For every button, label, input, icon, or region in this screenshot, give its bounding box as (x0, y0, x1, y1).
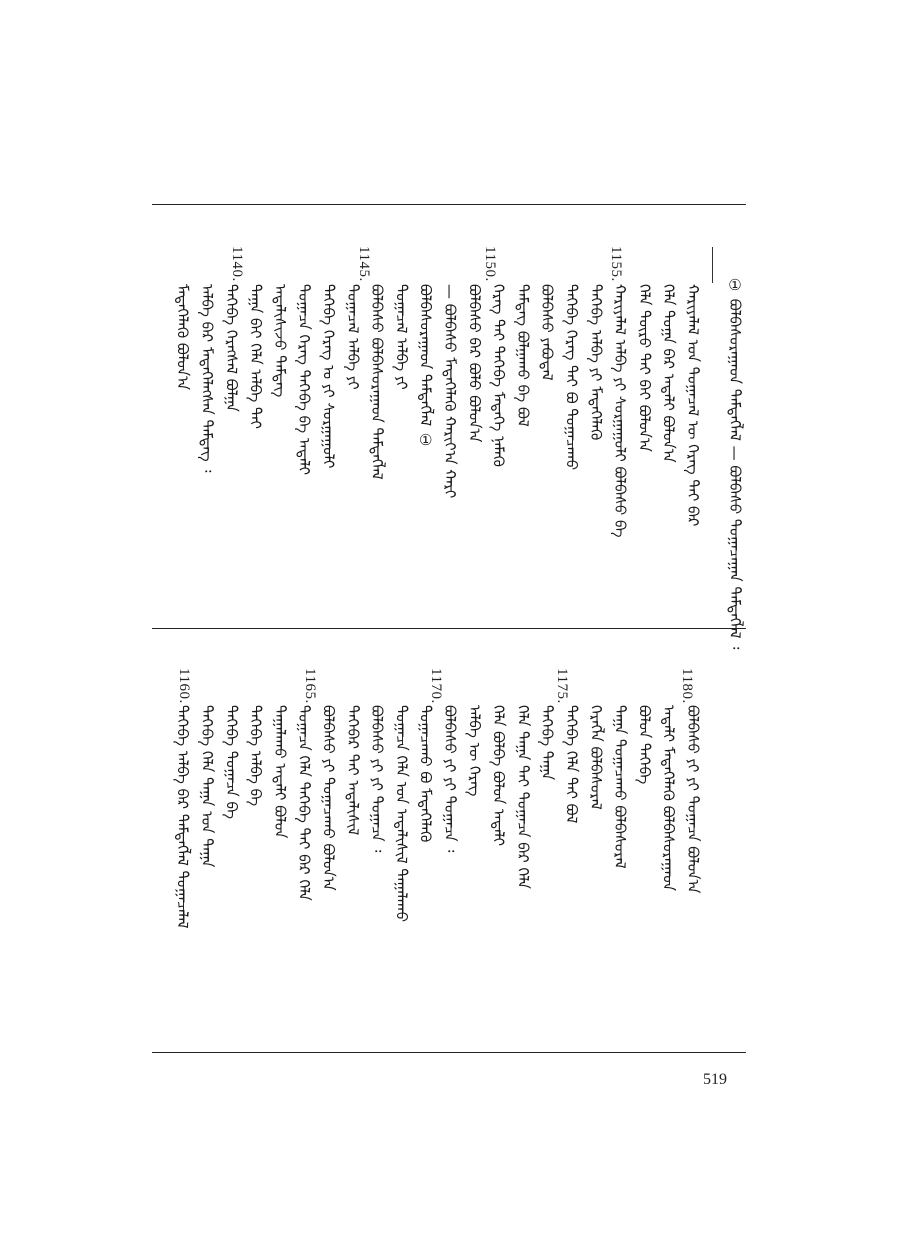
footnote-marker: ① (726, 276, 744, 294)
text-column: ᠲᠡᠭᠡᠪᠡ ᠠᠯᠪᠠ ᠶᠢ ᠮᠡᠳᠡᠭᠡᠯᠡᠬᠦ (586, 284, 605, 441)
line-number: 1170. (428, 668, 444, 704)
text-column: ᠬᠡᠷᠡᠭ ᠲᠠᠢ ᠲᠡᠭᠡᠪᠡ ᠮᠡᠳᠡᠭᠡ ᠨᠡᠮᠡᠬᠦ (489, 284, 508, 467)
text-column: ᠠᠳᠠᠯᠢᠰᠢᠵᠤ ᠲᠡᠮᠳᠡᠭ (270, 284, 289, 398)
text-column: ᠲᠣᠭᠠᠴᠠᠯ ᠠᠯᠪᠠ ᠶᠢ (343, 284, 362, 390)
text-column: ᠬᠡᠯᠡ ᠪᠣᠯᠪᠠ ᠪᠣᠯᠤᠨ ᠠᠳᠠᠯᠢ (489, 705, 508, 847)
footnote (726, 276, 744, 650)
text-column: ᠲᠣᠭᠠᠴᠠᠯ ᠠᠯᠪᠠ ᠶᠢ (392, 284, 411, 390)
text-column: ᠲᠡᠭᠡᠪᠡᠷ ᠲᠠᠢ ᠠᠳᠠᠯᠢᠰᠢᠯ (343, 705, 362, 836)
text-column: ᠲᠡᠭᠡᠪᠡ ᠠᠯᠪᠠ ᠪᠠᠷ ᠲᠡᠮᠳᠡᠭᠯᠡᠯ ᠲᠣᠭᠠᠴᠠᠯᠠᠯ (173, 705, 192, 929)
text-column: ᠲᠡᠭᠡᠪᠡ ᠲᠠᠭᠠ (538, 705, 557, 781)
text-column: ᠪᠣᠯᠪᠠᠰᠤ ᠶᠢ ᠶᠢ ᠲᠣᠭᠠᠴᠠ ᠄ (441, 705, 459, 853)
text-column: ᠠᠯᠪᠠ ᠪᠠᠷ ᠮᠡᠳᠡᠭᠡᠯᠡᠭᠰᠡᠨ ᠲᠡᠮᠳᠡᠭ ᠄ (198, 284, 216, 473)
text-column: ᠪᠣᠯᠪᠠᠰᠤ ᠪᠠᠷ ᠪᠣᠯᠤ ᠪᠣᠯᠤᠨ᠎ᠠ (465, 284, 484, 443)
text-column: ᠬᠠᠷᠢᠶᠠᠯᠠᠯ ᠠᠯᠪᠠ ᠶᠢ ᠰᠤᠷᠭᠠᠭᠤᠯᠢ ᠪᠣᠯᠪᠠᠰᠤ ᠪᠠ (611, 284, 630, 538)
text-column: ᠪᠣᠯᠪᠠᠰᠤ ᠶᠠᠪᠤᠳᠠᠯ (538, 284, 557, 381)
text-column: ᠮᠡᠳᠡᠭᠡᠯᠡᠬᠦ ᠪᠣᠯᠤᠨ᠎ᠠ (173, 284, 192, 391)
text-column: ᠲᠡᠭᠡᠪᠡ ᠬᠡᠯᠡ ᠲᠠᠭᠠ ᠤᠨ ᠲᠠᠭᠠ (198, 705, 216, 868)
text-column: ᠲᠡᠮᠳᠡᠭ ᠪᠣᠯᠭᠠᠬᠤ ᠪᠠ ᠪᠣᠯ (513, 284, 532, 427)
line-number: 1150. (482, 246, 498, 282)
text-column: ᠲᠠᠭᠠᠯᠠᠬᠤ ᠠᠳᠠᠯᠢ ᠪᠣᠯᠤᠨ (270, 705, 289, 839)
text-column: — ᠪᠣᠯᠪᠠᠰᠤ ᠮᠡᠳᠡᠭᠡᠯᠡᠬᠦ ᠬᠠᠷᠢᠶ᠎ᠠ ᠬᠠᠷᠢ (441, 284, 459, 499)
text-column: ᠲᠠᠭᠠ ᠪᠠᠢ ᠬᠡᠯᠡ ᠠᠯᠪᠠ ᠲᠠᠢ (246, 284, 265, 429)
text-column: ᠲᠠᠭᠠ ᠲᠣᠭᠠᠴᠠᠬᠤ ᠪᠣᠯᠪᠠᠰᠤᠷᠠᠯ (611, 705, 630, 869)
text-column: ᠲᠣᠭᠠᠴᠠ ᠬᠡᠷᠡᠭ ᠲᠡᠭᠡᠪᠡ ᠪᠠ ᠠᠳᠠᠯᠢ (295, 284, 314, 475)
text-column: ᠲᠣᠭᠠᠴᠠ ᠬᠡᠯᠡ ᠲᠡᠭᠡᠪᠡ ᠲᠠᠢ ᠪᠠᠷ ᠬᠡᠯᠡ (295, 705, 314, 901)
bottom-rule (152, 1052, 746, 1053)
text-column: ᠬᠠᠷᠢᠶᠠᠯᠠᠯ ᠤᠨ ᠲᠣᠭᠠᠴᠠᠯ ᠦ ᠬᠡᠷᠡᠭ ᠲᠠᠢ ᠪᠠᠷ (684, 284, 702, 527)
text-column: ᠲᠡᠭᠡᠪᠡ ᠲᠣᠭᠠᠴᠠ ᠪᠠ (222, 705, 241, 820)
text-column: ᠬᠡᠷᠡᠭᠯᠡ ᠪᠣᠯᠪᠠᠰᠤᠷᠠᠯ (586, 705, 605, 810)
line-number: 1165. (302, 668, 318, 704)
text-column: ᠠᠯᠪᠠ ᠦ ᠬᠡᠷᠡᠭ (465, 705, 484, 797)
top-rule (152, 204, 746, 205)
line-number: 1175. (554, 668, 570, 704)
line-number: 1160. (176, 668, 192, 704)
text-column: ᠪᠣᠯᠤᠨ ᠲᠡᠭᠡᠪᠡ (635, 705, 654, 785)
line-number: 1155. (608, 246, 624, 282)
text-column: ᠪᠣᠯᠪᠠᠰᠤ ᠶᠢ ᠶᠢ ᠲᠣᠭᠠᠴᠠ ᠄ (368, 705, 387, 853)
line-number: 1140. (229, 246, 245, 282)
text-column: ᠪᠣᠯᠪᠠᠰᠤ ᠶᠢ ᠶᠢ ᠲᠣᠭᠠᠴᠠ ᠪᠣᠯᠤᠨ᠎ᠠ (684, 705, 702, 894)
text-column: ᠪᠣᠯᠪᠠᠰᠤ ᠶᠢ ᠲᠣᠭᠠᠴᠠᠬᠤ ᠪᠣᠯᠤᠨ᠎ᠠ (319, 705, 338, 891)
footnote-separator (712, 247, 713, 283)
text-column: ᠬᠡᠯᠡ ᠲᠠᠭᠠ ᠲᠠᠢ ᠲᠣᠭᠠᠴᠠ ᠪᠠᠷ ᠬᠡᠯᠡ (513, 705, 532, 889)
text-column: ᠲᠣᠭᠠᠴᠠ ᠬᠡᠯᠡ ᠤᠨ ᠠᠳᠠᠯᠢᠰᠢᠯ ᠲᠠᠭᠠᠯᠠᠬᠤ (392, 705, 411, 923)
text-column: ᠬᠡᠯᠡ ᠲᠦᠷᠦ ᠲᠠᠢ ᠪᠠᠢ ᠪᠣᠯᠤᠨ᠎ᠠ (635, 284, 654, 452)
line-number: 1145. (356, 246, 372, 282)
middle-rule (152, 628, 746, 629)
text-column: ᠪᠣᠯᠪᠠᠰᠤ ᠪᠣᠯᠪᠠᠰᠤᠷᠠᠭᠠᠳ ᠲᠡᠮᠳᠡᠭᠯᠡᠯ (368, 284, 387, 480)
text-column: ᠠᠳᠠᠯᠢ ᠮᠡᠳᠡᠭᠡᠯᠡᠬᠦ ᠪᠣᠯᠪᠠᠰᠤᠷᠠᠭᠠᠳ (659, 705, 678, 891)
text-column: ᠬᠡᠯᠡ ᠲᠣᠭᠠ ᠪᠠᠷ ᠠᠳᠠᠯᠢ ᠪᠣᠯᠤᠨ᠎ᠠ (659, 284, 678, 463)
line-number: 1180. (679, 668, 695, 704)
page-number: 519 (703, 1071, 727, 1088)
text-column: ᠲᠣᠭᠠᠴᠠᠬᠤ ᠪᠣ ᠮᠡᠳᠡᠭᠡᠯᠡᠬᠦ (416, 705, 435, 843)
text-column: ᠲᠡᠭᠡᠪᠡ ᠬᠡᠷᠡᠭ ᠤ ᠶᠢ ᠰᠤᠷᠭᠠᠭᠤᠯᠢ (319, 284, 338, 469)
text-column: ᠲᠡᠭᠡᠪᠡ ᠠᠯᠪᠠ ᠪᠠ (246, 705, 265, 807)
text-column: ᠲᠡᠭᠡᠪᠡ ᠬᠡᠯᠡ ᠲᠠᠢ ᠪᠣᠯ (562, 705, 581, 824)
text-column: ᠪᠣᠯᠪᠠᠰᠤᠷᠠᠭᠠᠳ ᠲᠡᠮᠳᠡᠭᠯᠡᠯ ① (416, 284, 435, 449)
text-column: ᠲᠡᠭᠡᠪᠡ ᠬᠡᠷᠡᠭᠰᠡᠯ ᠪᠣᠯᠭᠠ (222, 284, 241, 412)
text-column: ᠲᠡᠭᠡᠪᠡ ᠬᠡᠷᠡᠭ ᠲᠠᠢ ᠪᠣ ᠲᠣᠭᠠᠴᠠᠬᠤ (562, 284, 581, 471)
footnote-text: ᠪᠣᠯᠪᠠᠰᠤᠷᠠᠭᠠᠳ ᠲᠡᠮᠳᠡᠭᠯᠡᠯ — ᠪᠣᠯᠪᠠᠰᠤ ᠲᠣᠭᠠᠴᠠᠭᠠᠨ ᠲᠡᠮᠳᠡᠭᠯᠡᠯ ᠄ (726, 298, 744, 650)
